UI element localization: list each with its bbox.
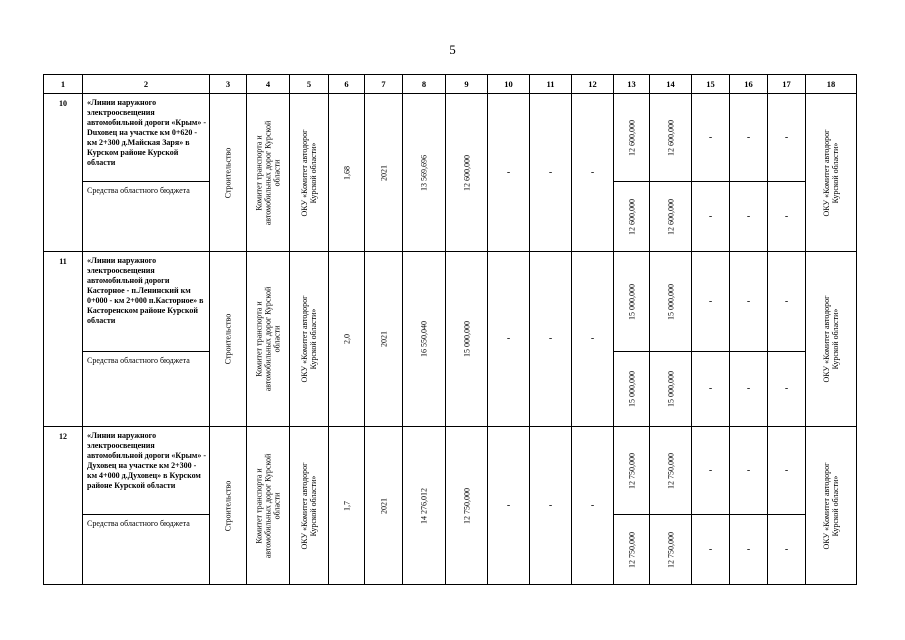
work-type-cell (210, 94, 247, 252)
committee-cell (247, 427, 290, 585)
value-cell: - (730, 427, 768, 515)
value-cell: - (692, 182, 730, 252)
value-cell: - (692, 352, 730, 427)
col-header: 5 (290, 75, 329, 94)
executor-cell (806, 94, 857, 252)
year: 2021 (379, 497, 388, 514)
estimate-cell (403, 252, 446, 427)
estimate-cost: 16 550,040 (419, 321, 429, 357)
total-value: 12 600,000 (627, 119, 636, 156)
col-header: 18 (806, 75, 857, 94)
total-value: 15 000,000 (627, 371, 636, 407)
col-header: 2 (83, 75, 210, 94)
col-header: 10 (488, 75, 530, 94)
capacity: 1,7 (342, 500, 351, 511)
work-type-cell (210, 252, 247, 427)
funding-source: Средства областного бюджета (83, 182, 210, 252)
col-header: 13 (614, 75, 650, 94)
estimate-cell (403, 94, 446, 252)
value-cell: - (572, 252, 614, 427)
year: 2021 (379, 164, 388, 181)
value-cell: - (692, 94, 730, 182)
year-cell (365, 427, 403, 585)
customer: ОКУ «Комитет автодорог Курской области» (300, 129, 318, 216)
col-header: 12 (572, 75, 614, 94)
col-header: 16 (730, 75, 768, 94)
col-header: 6 (329, 75, 365, 94)
year-cell (365, 252, 403, 427)
value-cell: - (730, 352, 768, 427)
col-header: 17 (768, 75, 806, 94)
col-header: 1 (44, 75, 83, 94)
page-number: 5 (449, 42, 456, 57)
table-row (44, 94, 857, 182)
value-cell: - (530, 252, 572, 427)
value-cell: - (692, 515, 730, 585)
value-cell: - (572, 94, 614, 252)
year-amount-cell (650, 94, 692, 182)
work-type: Строительство (223, 147, 233, 198)
value-cell: - (730, 252, 768, 352)
funding-source: Средства областного бюджета (83, 352, 210, 427)
year: 2021 (379, 331, 388, 347)
value-cell: - (488, 427, 530, 585)
value-cell: - (692, 252, 730, 352)
executor-cell (806, 427, 857, 585)
value-cell: - (768, 94, 806, 182)
row-number: 11 (44, 252, 83, 427)
limit-cell (446, 427, 488, 585)
limit-cell (446, 252, 488, 427)
customer: ОКУ «Комитет автодорог Курской области» (300, 462, 318, 549)
value-cell: - (730, 515, 768, 585)
value-cell: - (768, 352, 806, 427)
committee-cell (247, 252, 290, 427)
year-cell (365, 94, 403, 252)
value-cell: - (488, 252, 530, 427)
work-type: Строительство (223, 313, 233, 365)
executor: ОКУ «Комитет автодорог Курской области» (822, 462, 840, 549)
col-header: 8 (403, 75, 446, 94)
estimate-cell (403, 427, 446, 585)
year-amount-cell (650, 182, 692, 252)
year-amount-cell (650, 252, 692, 352)
capacity-cell (329, 94, 365, 252)
value-cell: - (730, 182, 768, 252)
customer-cell (290, 252, 329, 427)
customer-cell (290, 94, 329, 252)
capacity-cell (329, 427, 365, 585)
executor: ОКУ «Комитет автодорог Курской области» (822, 129, 840, 216)
col-header: 15 (692, 75, 730, 94)
year-amount-cell (650, 427, 692, 515)
executor-cell (806, 252, 857, 427)
col-header: 7 (365, 75, 403, 94)
capacity: 1,68 (342, 165, 351, 180)
year-amount: 15 000,000 (666, 371, 675, 407)
col-header: 9 (446, 75, 488, 94)
committee: Комитет транспорта и автомобильных дорог Курской области (254, 120, 282, 225)
total-value: 12 750,000 (627, 452, 636, 489)
program-table (43, 74, 857, 585)
table-row (44, 252, 857, 352)
limit-value: 12 600,000 (462, 154, 471, 191)
capacity: 2,0 (342, 334, 351, 344)
limit-value: 12 750,000 (462, 487, 471, 524)
object-name: «Линии наружного электроосвещения автомобильной дороги «Крым» - Духовец на участке км 2+300 - км 4+000 д.Духовец» в Курском районе Курской области (83, 427, 210, 515)
year-amount: 12 600,000 (666, 119, 675, 156)
value-cell: - (530, 94, 572, 252)
work-type-cell (210, 427, 247, 585)
object-name: «Линии наружного электроосвещения автомобильной дороги Касторное - п.Ленинский км 0+000 - км 2+000 п.Касторное» в Касторенском районе Курской области (83, 252, 210, 352)
total-cell (614, 252, 650, 352)
year-amount: 12 750,000 (666, 531, 675, 568)
committee-cell (247, 94, 290, 252)
total-cell (614, 427, 650, 515)
total-value: 12 600,000 (627, 198, 636, 235)
object-name: «Линии наружного электроосвещения автомобильной дороги «Крым» - Duховец на участке км 0+620 - км 2+300 д.Майская Заря» в Курском районе Курской области (83, 94, 210, 182)
col-header: 3 (210, 75, 247, 94)
value-cell: - (768, 182, 806, 252)
value-cell: - (572, 427, 614, 585)
total-cell (614, 182, 650, 252)
year-amount-cell (650, 352, 692, 427)
value-cell: - (530, 427, 572, 585)
customer: ОКУ «Комитет автодорог Курской области» (300, 295, 318, 383)
total-cell (614, 515, 650, 585)
total-value: 12 750,000 (627, 531, 636, 568)
col-header: 14 (650, 75, 692, 94)
limit-cell (446, 94, 488, 252)
row-number: 12 (44, 427, 83, 585)
work-type: Строительство (223, 480, 233, 531)
estimate-cost: 14 276,012 (419, 487, 429, 524)
year-amount: 12 750,000 (666, 452, 675, 489)
row-number: 10 (44, 94, 83, 252)
value-cell: - (730, 94, 768, 182)
value-cell: - (768, 252, 806, 352)
value-cell: - (768, 427, 806, 515)
col-header: 4 (247, 75, 290, 94)
limit-value: 15 000,000 (462, 321, 471, 357)
header-row (44, 75, 857, 94)
capacity-cell (329, 252, 365, 427)
estimate-cost: 13 569,696 (419, 154, 429, 191)
funding-source: Средства областного бюджета (83, 515, 210, 585)
customer-cell (290, 427, 329, 585)
table-row (44, 427, 857, 515)
year-amount: 15 000,000 (666, 283, 675, 320)
year-amount-cell (650, 515, 692, 585)
total-cell (614, 352, 650, 427)
value-cell: - (488, 94, 530, 252)
committee: Комитет транспорта и автомобильных дорог Курской области (254, 453, 282, 558)
value-cell: - (692, 427, 730, 515)
year-amount: 12 600,000 (666, 198, 675, 235)
committee: Комитет транспорта и автомобильных дорог Курской области (254, 286, 282, 392)
total-cell (614, 94, 650, 182)
executor: ОКУ «Комитет автодорог Курской области» (822, 295, 840, 383)
total-value: 15 000,000 (627, 283, 636, 320)
col-header: 11 (530, 75, 572, 94)
value-cell: - (768, 515, 806, 585)
